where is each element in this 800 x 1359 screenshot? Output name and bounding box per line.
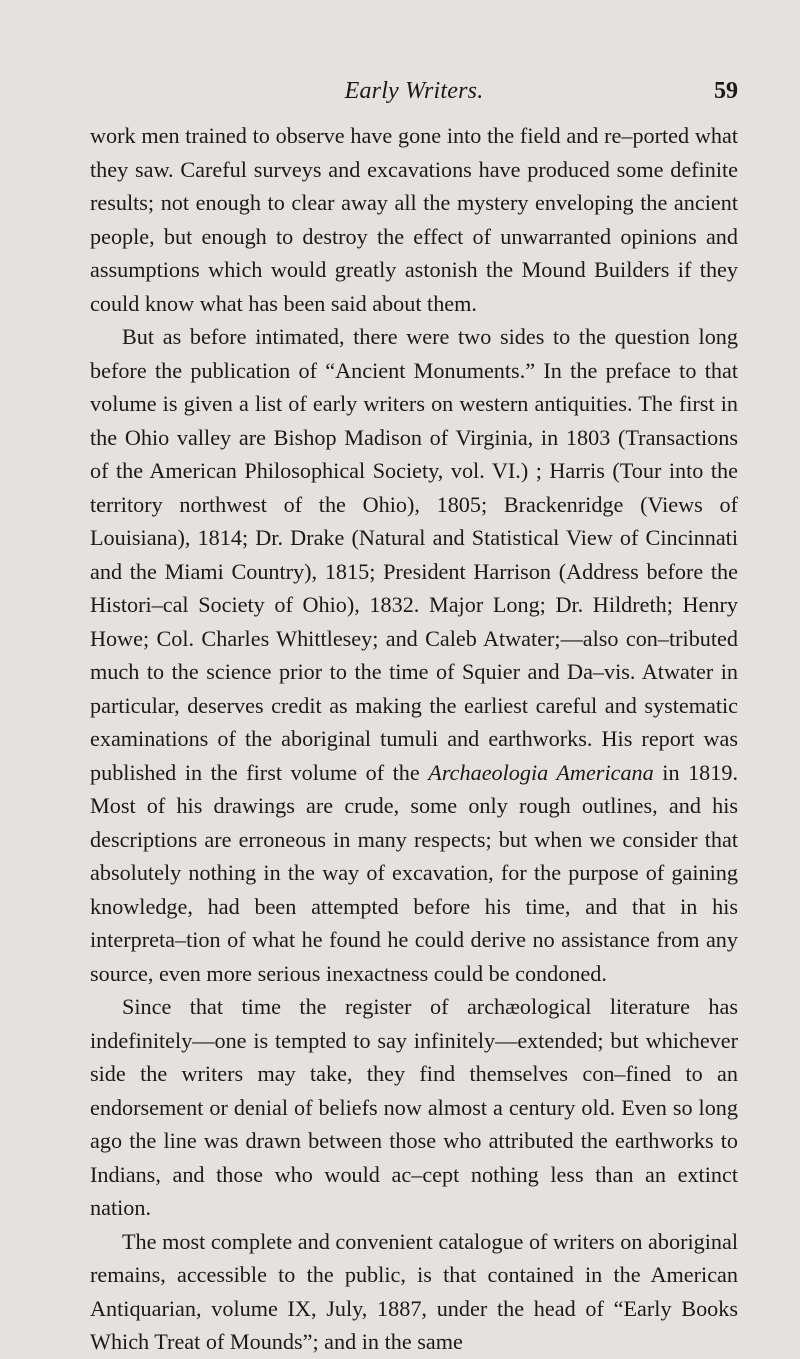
paragraph-text: work men trained to observe have gone into the field and re–ported what they saw. Careful surveys and excavations have produced some definite results; not enough to clear away all the mystery enveloping the ancient people, but enough to destroy the effect of unwarranted opinions and assumptions which would greatly astonish the Mound Builders if they could know what has been said about them. — [90, 123, 738, 316]
paragraph-text: The most complete and convenient catalogue of writers on aboriginal remains, accessible to the public, is that contained in the American Antiquarian, volume IX, July, 1887, under the head of “Early Books Which Treat of Mounds”; and in the same — [90, 1228, 738, 1354]
page-number: 59 — [714, 78, 738, 104]
paragraph-text: in 1819. Most of his drawings are crude, some only rough outlines, and his descriptions are erroneous in many respects; but when we consider that absolutely nothing in the way of excavation, for the purpose of gaining knowledge, had been attempted before his time, and that in his interpreta–tion of what he found he could derive no assistance from any source, even more serious inexactness could be condoned. — [90, 759, 739, 986]
paragraph-text: But as before intimated, there were two sides to the question long before the publication of “Ancient Monuments.” In the preface to that volume is given a list of early writers on western antiquities. The first in the Ohio valley are Bishop Madison of Virginia, in 1803 (Transactions of the American Philosophical Society, vol. VI.) ; Harris (Tour into the territory northwest of the Ohio), 1805; Brackenridge (Views of Louisiana), 1814; Dr. Drake (Natural and Statistical View of Cincinnati and the Miami Country), 1815; President Harrison (Address before the Histori–cal Society of Ohio), 1832. Major Long; Dr. Hildreth; Henry Howe; Col. Charles Whittlesey; and Caleb Atwater;—also con–tributed much to the science prior to the time of Squier and Da–vis. Atwater in particular, deserves credit as making the earliest careful and systematic examinations of the aboriginal tumuli and earthworks. His report was published in the first volume of the — [90, 324, 738, 785]
italic-title: Archaeologia Americana — [428, 759, 654, 785]
paragraph-2 — [90, 320, 738, 990]
paragraph-text: Since that time the register of archæological literature has indefinitely—one is tempted to say infinitely—extended; but whichever side the writers may take, they find themselves con–fined to an endorsement or denial of beliefs now almost a century old. Even so long ago the line was drawn between those who attributed the earthworks to Indians, and those who would ac–cept nothing less than an extinct nation. — [90, 994, 738, 1220]
running-title: Early Writers. — [344, 78, 484, 104]
paragraph-1 — [90, 119, 738, 320]
paragraph-4 — [90, 1225, 738, 1359]
paragraph-3 — [90, 990, 738, 1225]
page-header — [90, 78, 738, 118]
body-text — [90, 119, 738, 1359]
book-page — [90, 78, 738, 1359]
